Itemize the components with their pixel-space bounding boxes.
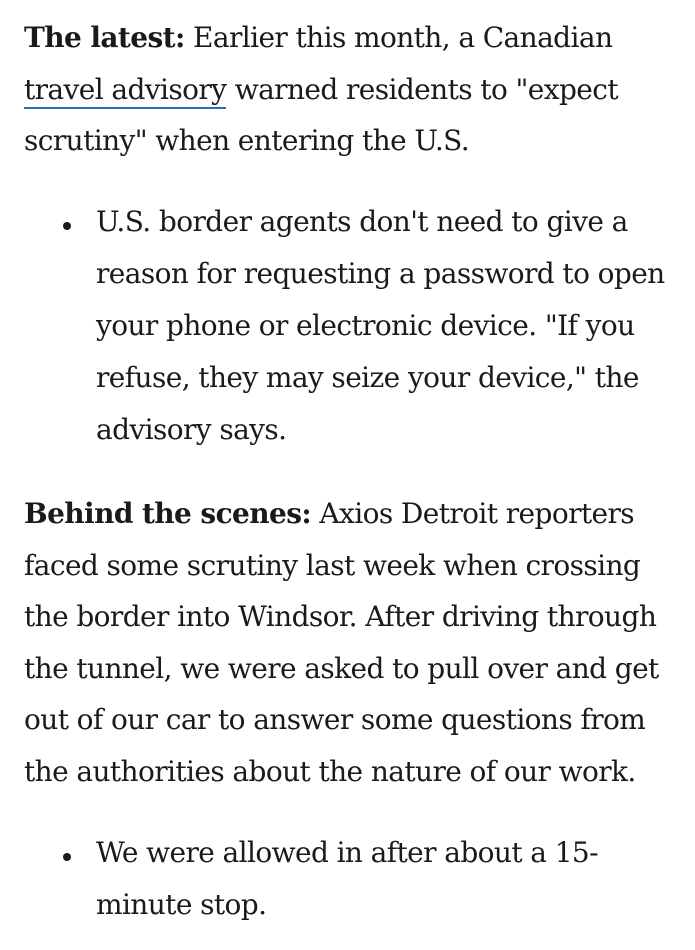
paragraph-text-behind-the-scenes: Axios Detroit reporters faced some scrutiny last week when crossing the border into Windsor. After driving through the tunnel, we were asked to pull over and get out of our car to answer some questions from the authorities about the nature of our work. <box>24 497 659 788</box>
paragraph-label-behind-the-scenes: Behind the scenes: <box>24 497 312 530</box>
travel-advisory-link[interactable]: travel advisory <box>24 73 226 109</box>
paragraph-behind-the-scenes <box>24 488 674 797</box>
paragraph-label-the-latest: The latest: <box>24 21 185 54</box>
bullet-item-password: U.S. border agents don't need to give a reason for requesting a password to open your phone or electronic device. "If you refuse, they may seize your device," the advisory says. <box>96 205 665 446</box>
paragraph-text-after-link: warned residents to "expect scrutiny" when entering the U.S. <box>24 72 618 157</box>
bullet-dot-icon <box>63 853 71 861</box>
bullet-item-stop: We were allowed in after about a 15-minute stop. <box>96 836 598 921</box>
paragraph-text-before-link: Earlier this month, a Canadian <box>184 21 613 54</box>
paragraph-the-latest <box>24 12 674 167</box>
bullet-dot-icon <box>63 222 71 230</box>
